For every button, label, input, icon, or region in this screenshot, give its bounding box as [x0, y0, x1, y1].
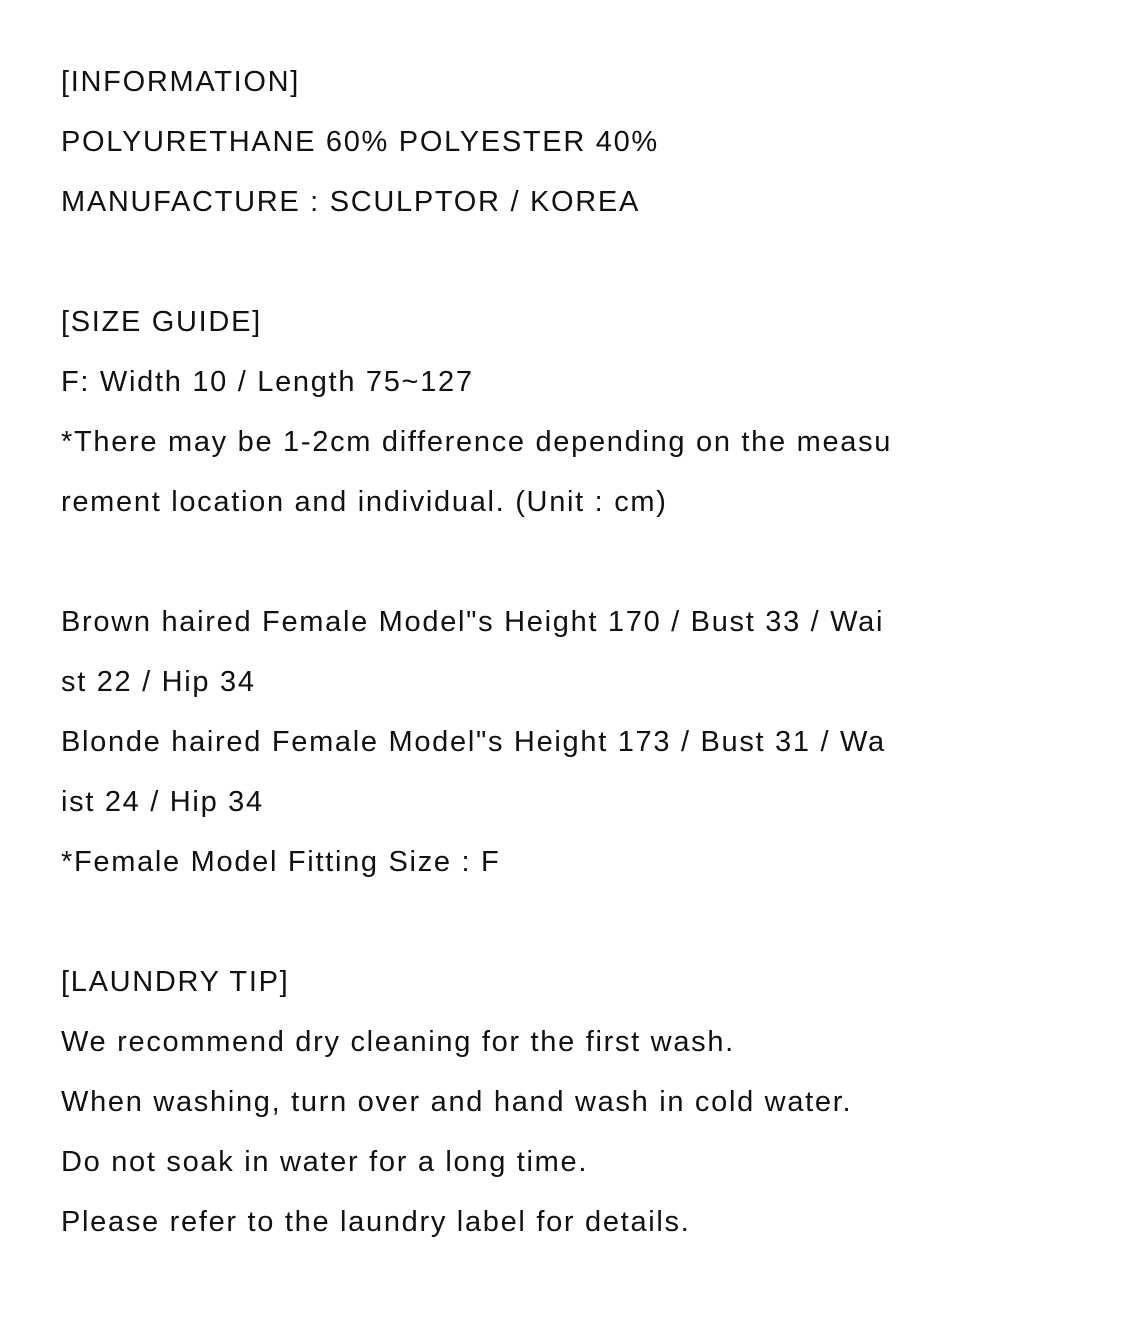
brown-model-info-line-2: st 22 / Hip 34	[61, 666, 256, 698]
laundry-tip-4: Please refer to the laundry label for details.	[61, 1206, 691, 1238]
size-guide-heading: [SIZE GUIDE]	[61, 306, 262, 338]
information-heading: [INFORMATION]	[61, 66, 301, 98]
size-note-line-2: rement location and individual. (Unit : cm)	[61, 486, 668, 518]
blonde-model-info-line-1: Blonde haired Female Model"s Height 173 / Bust 31 / Wa	[61, 726, 886, 758]
size-note-line-1: *There may be 1-2cm difference depending on the measu	[61, 426, 893, 458]
blonde-model-info-line-2: ist 24 / Hip 34	[61, 786, 264, 818]
model-section	[61, 592, 1101, 892]
section-spacer	[61, 532, 1101, 592]
material-composition: POLYURETHANE 60% POLYESTER 40%	[61, 126, 659, 158]
section-spacer	[61, 892, 1101, 952]
section-spacer	[61, 232, 1101, 292]
size-measurement: F: Width 10 / Length 75~127	[61, 366, 474, 398]
brown-model-info-line-1: Brown haired Female Model"s Height 170 / Bust 33 / Wai	[61, 606, 885, 638]
laundry-tip-2: When washing, turn over and hand wash in cold water.	[61, 1086, 853, 1118]
laundry-tip-1: We recommend dry cleaning for the first wash.	[61, 1026, 735, 1058]
size-guide-section	[61, 292, 1101, 532]
fitting-size: *Female Model Fitting Size : F	[61, 846, 501, 878]
laundry-heading: [LAUNDRY TIP]	[61, 966, 290, 998]
laundry-tip-3: Do not soak in water for a long time.	[61, 1146, 589, 1178]
information-section	[61, 52, 1101, 232]
product-details	[61, 52, 1101, 1252]
laundry-section	[61, 952, 1101, 1252]
manufacture-info: MANUFACTURE : SCULPTOR / KOREA	[61, 186, 640, 218]
